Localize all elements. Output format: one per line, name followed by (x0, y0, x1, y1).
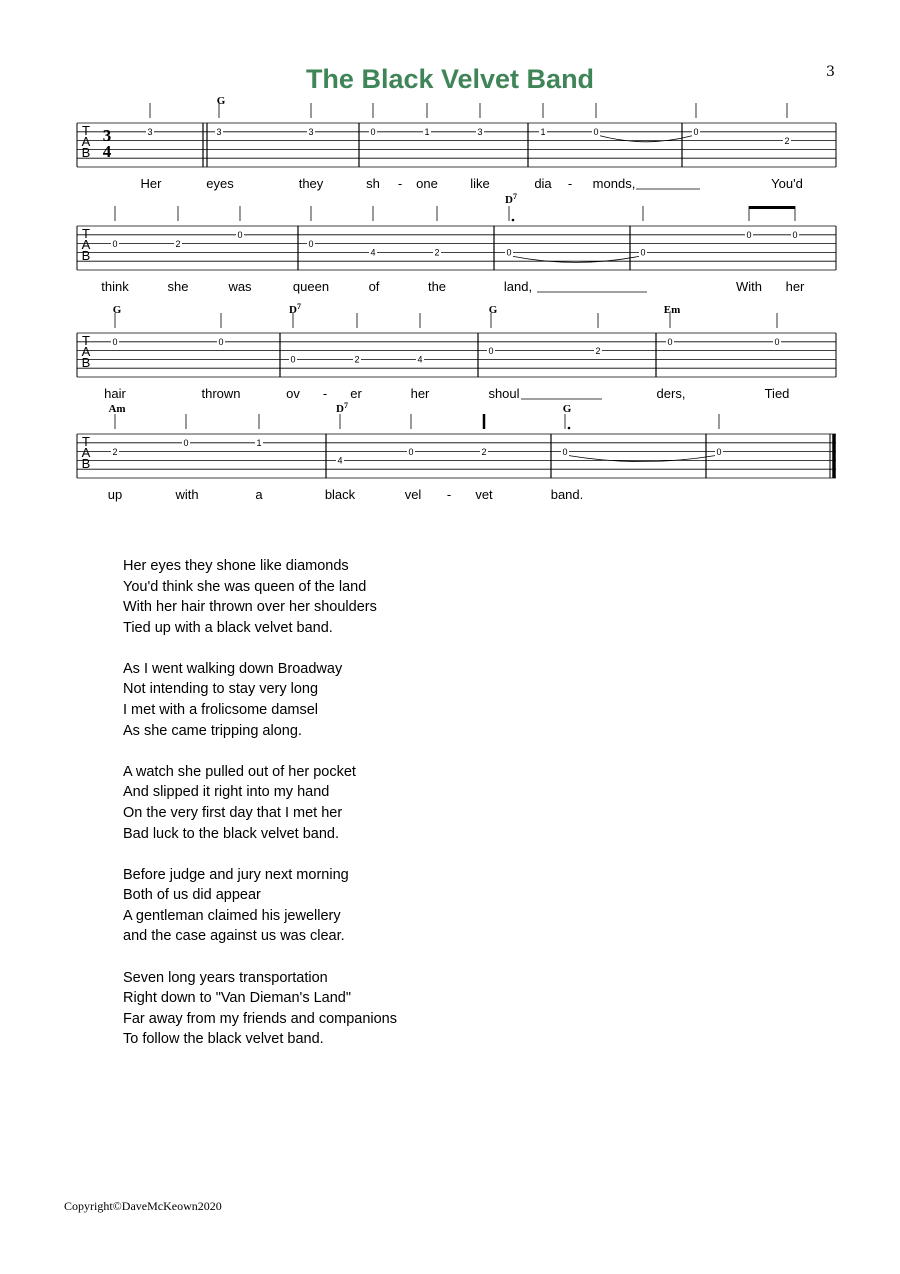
lyric-syllable: band. (550, 487, 584, 502)
fret-number: 3 (216, 127, 222, 137)
verse-line: A watch she pulled out of her pocket (123, 763, 356, 780)
verse-line: Her eyes they shone like diamonds (123, 558, 349, 574)
lyric-syllable: queen (292, 279, 330, 294)
verse-line: Both of us did appear (123, 887, 261, 904)
fret-number: 1 (424, 127, 430, 137)
fret-number: 0 (370, 127, 376, 137)
tab-clef-letter: T (82, 434, 90, 449)
lyric-syllable: she (167, 279, 189, 294)
verse-stanza (123, 865, 397, 947)
lyric-syllable: of (368, 279, 380, 294)
tab-clef-letter: T (82, 333, 90, 348)
lyric-syllable: thrown (201, 386, 241, 401)
tab-clef-letter: B (81, 248, 91, 263)
verse-line: Right down to "Van Dieman's Land" (123, 990, 352, 1007)
lyric-syllable: er (350, 386, 362, 401)
fret-number: 0 (693, 127, 699, 137)
fret-number: 1 (256, 438, 262, 448)
lyric-syllable: You'd (771, 176, 803, 191)
lyric-syllable: her (410, 386, 430, 401)
fret-number: 0 (562, 446, 568, 457)
fret-number: 1 (540, 127, 546, 137)
fret-number: 3 (147, 127, 153, 137)
verse-block (123, 556, 397, 1070)
copyright-notice: Copyright©DaveMcKeown2020 (64, 1199, 222, 1213)
lyric-syllable: eyes (206, 176, 234, 191)
verse-line: Far away from my friends and companions (123, 1010, 397, 1027)
fret-number: 3 (308, 127, 314, 137)
fret-number: 0 (746, 230, 752, 240)
tab-clef-letter: T (82, 123, 90, 138)
lyric-syllable: - (397, 176, 403, 191)
fret-number: 0 (792, 230, 798, 240)
fret-number: 0 (593, 127, 599, 137)
lyric-syllable: black (324, 487, 356, 502)
fret-number: 2 (784, 135, 790, 146)
chord-symbol: $D^7$ (336, 401, 348, 415)
chord-symbol: Em (663, 304, 681, 316)
fret-number: 0 (237, 230, 243, 240)
lyric-syllable: a (255, 487, 263, 502)
lyric-syllable: with (175, 487, 199, 502)
verse-line: As I went walking down Broadway (123, 660, 343, 677)
lyric-syllable: think (101, 279, 129, 294)
fret-number: 4 (417, 354, 423, 365)
verse-line: Tied up with a black velvet band. (123, 619, 333, 636)
lyric-syllable: sh (366, 176, 380, 191)
fret-number: 0 (218, 337, 224, 347)
fret-number: 0 (308, 238, 314, 249)
time-signature-bottom: 4 (102, 142, 112, 161)
fret-number: 0 (112, 238, 118, 249)
fret-number: 0 (112, 337, 118, 347)
chord-symbol: G (562, 403, 572, 415)
verse-line: Seven long years transportation (123, 969, 328, 986)
page-number: 3 (826, 64, 835, 80)
verse-stanza (123, 556, 397, 638)
fret-number: 2 (112, 446, 118, 457)
chord-symbol: Am (108, 403, 126, 415)
fret-number: 2 (595, 345, 601, 356)
verse-line: With her hair thrown over her shoulders (123, 599, 377, 616)
lyric-syllable: - (446, 487, 452, 502)
verse-line: A gentleman claimed his jewellery (123, 907, 341, 924)
verse-line: As she came tripping along. (123, 722, 302, 739)
chord-symbol: G (112, 304, 122, 316)
dotted-note (568, 427, 571, 430)
fret-number: 0 (640, 247, 646, 258)
time-signature-top: 3 (102, 126, 112, 145)
lyric-syllable: - (322, 386, 328, 401)
fret-number: 2 (354, 354, 360, 365)
verse-line: Before judge and jury next morning (123, 866, 349, 883)
chord-symbol: $D^7$ (505, 192, 517, 206)
verse-line: and the case against us was clear. (123, 928, 345, 945)
lyric-syllable: they (298, 176, 324, 191)
lyric-syllable: vet (475, 487, 493, 502)
lyric-syllable: up (107, 487, 123, 502)
tab-clef-letter: A (81, 237, 91, 252)
verse-line: You'd think she was queen of the land (123, 578, 367, 595)
verse-line: And slipped it right into my hand (123, 784, 330, 801)
fret-number: 2 (175, 238, 181, 249)
fret-number: 3 (477, 127, 483, 137)
lyric-syllable: ov (286, 386, 300, 401)
chord-symbol: G (488, 304, 498, 316)
tab-clef-letter: T (82, 226, 90, 241)
verse-stanza (123, 968, 397, 1050)
fret-number: 0 (667, 337, 673, 347)
lyric-syllable: dia (534, 176, 552, 191)
lyric-syllable: With (736, 279, 762, 294)
note-beam (749, 206, 795, 209)
fret-number: 0 (506, 247, 512, 258)
lyric-syllable: hair (104, 386, 126, 401)
lyric-syllable: monds, (592, 176, 636, 191)
tab-clef-letter: B (81, 456, 91, 471)
fret-number: 0 (408, 446, 414, 457)
tab-clef-letter: B (81, 145, 91, 160)
fret-number: 0 (183, 438, 189, 448)
lyric-syllable: the (427, 279, 447, 294)
fret-number: 0 (774, 337, 780, 347)
dotted-note (512, 219, 515, 222)
lyric-syllable: shoul (488, 386, 520, 401)
song-title: The Black Velvet Band (305, 64, 595, 94)
verse-line: I met with a frolicsome damsel (123, 702, 319, 719)
fret-number: 4 (370, 247, 376, 258)
fret-number: 0 (290, 354, 296, 365)
verse-line: Not intending to stay very long (123, 681, 319, 698)
fret-number: 2 (434, 247, 440, 258)
lyric-syllable: land, (503, 279, 533, 294)
verse-stanza (123, 762, 397, 844)
chord-symbol: $D^7$ (289, 302, 301, 316)
lyric-syllable: was (228, 279, 252, 294)
lyric-syllable: vel (404, 487, 422, 502)
lyric-syllable: like (470, 176, 490, 191)
fret-number: 0 (716, 446, 722, 457)
verse-stanza (123, 659, 397, 741)
fret-number: 2 (481, 446, 487, 457)
lyric-syllable: - (567, 176, 573, 191)
verse-line: To follow the black velvet band. (123, 1031, 324, 1048)
lyric-syllable: Her (140, 176, 162, 191)
lyric-syllable: one (416, 176, 438, 191)
tablature-sheet (0, 0, 900, 520)
fret-number: 4 (337, 455, 343, 466)
tab-clef-letter: A (81, 445, 91, 460)
tab-clef-letter: B (81, 355, 91, 370)
chord-symbol: G (216, 95, 226, 107)
tab-clef-letter: A (81, 344, 91, 359)
lyric-syllable: ders, (656, 386, 686, 401)
lyric-syllable: her (785, 279, 805, 294)
verse-line: On the very first day that I met her (123, 804, 343, 821)
tab-clef-letter: A (81, 134, 91, 149)
fret-number: 0 (488, 345, 494, 356)
lyric-syllable: Tied (764, 386, 790, 401)
verse-line: Bad luck to the black velvet band. (123, 825, 340, 842)
